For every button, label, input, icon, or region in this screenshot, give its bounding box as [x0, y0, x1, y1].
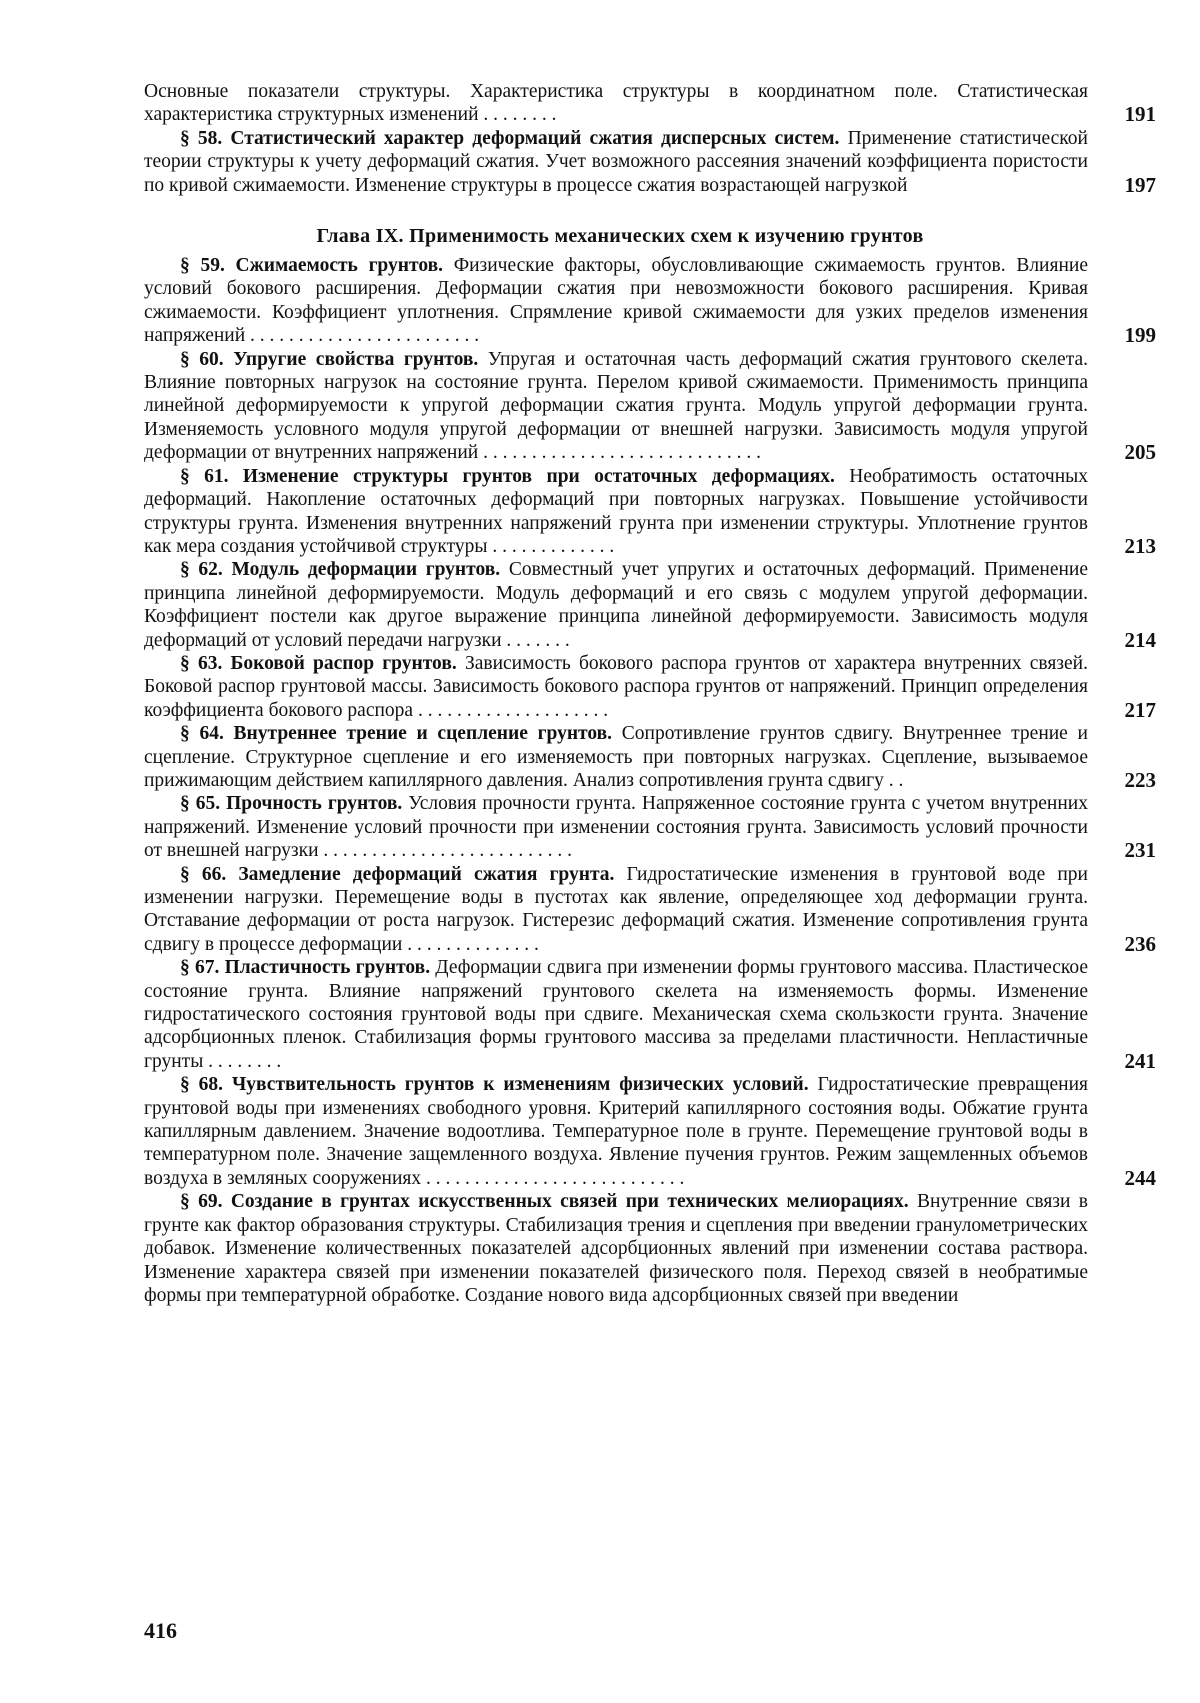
toc-entry-text: Применение статистической теории структуры к учету деформаций сжатия. Учет возможного рассеяния значений коэффициента пористости по кривой сжимаемости. Изменение структуры в процессе сжатия возрастающей нагрузкой [144, 127, 1088, 196]
toc-entry-heading: § 60. Упругие свойства грунтов. [180, 348, 479, 370]
toc-page-number: 205 [1124, 440, 1156, 465]
toc-entry-text: Физические факторы, обусловливающие сжимаемость грунтов. Влияние условий бокового расширения. Деформации сжатия при невозможности бокового расширения. Кривая сжимаемости. Коэффициент уплотнения. Спрямление кривой сжимаемости для узких пределов изменения напряжений . . . . . . . . . . . . . . . . . . . . . . . . [144, 255, 1088, 347]
toc-entry [144, 127, 1156, 197]
toc-entry-text: Сопротивление грунтов сдвигу. Внутреннее трение и сцепление. Структурное сцепление и его изменяемость при повторных нагрузках. Сцепление, вызываемое прижимающим действием капиллярного давления. Анализ сопротивления грунта сдвигу . . [144, 723, 1088, 791]
toc-page-number: 214 [1124, 627, 1156, 652]
toc-entry-text: Совместный учет упругих и остаточных деформаций. Применение принципа линейной деформируемости. Модуль деформаций и его связь с модулем упругой деформации. Коэффициент постели как другое выражение принципа линейной деформируемости. Зависимость модуля деформаций от условий передачи нагрузки . . . . . . . [144, 559, 1088, 651]
toc-page-number: 241 [1124, 1048, 1156, 1073]
toc-entry [144, 465, 1156, 559]
toc-entry-heading: § 69. Создание в грунтах искусственных связей при технических мелиорациях. [180, 1191, 909, 1213]
toc-page-number: 191 [1124, 102, 1156, 127]
toc-page-number: 217 [1124, 697, 1156, 722]
toc-entry [144, 254, 1156, 348]
toc-entry-text: Гидростатические изменения в грунтовой воде при изменении нагрузки. Перемещение воды в пустотах как явление, определяющее ход деформации грунта. Отставание деформации от роста нагрузок. Гистерезис деформаций сжатия. Изменение сопротивления грунта сдвигу в процессе деформации . . . . . . . . . . . . . . [144, 863, 1088, 955]
toc-entry [144, 652, 1156, 722]
toc-entry-heading: § 58. Статистический характер деформаций сжатия дисперсных систем. [180, 127, 840, 149]
toc-page-number: 199 [1124, 323, 1156, 348]
table-of-contents [144, 80, 1156, 1307]
toc-page-number: 244 [1124, 1165, 1156, 1190]
chapter-title: Глава IX. Применимость механических схем к изучению грунтов [316, 225, 924, 248]
toc-entry-heading: § 67. Пластичность грунтов. [180, 957, 431, 979]
toc-entry [144, 956, 1156, 1073]
toc-entry [144, 348, 1156, 465]
toc-entry-heading: § 62. Модуль деформации грунтов. [180, 559, 501, 581]
toc-entry-heading: § 59. Сжимаемость грунтов. [180, 255, 443, 277]
toc-entry-heading: § 64. Внутреннее трение и сцепление грунтов. [180, 723, 613, 745]
page-number: 416 [144, 1618, 177, 1643]
toc-entry [144, 80, 1156, 127]
toc-entry [144, 722, 1156, 792]
toc-entry-text: Необратимость остаточных деформаций. Накопление остаточных деформаций при повторных нагрузках. Повышение устойчивости структуры грунта. Изменения внутренних напряжений грунта при изменении структуры. Уплотнение грунтов как мера создания устойчивой структуры . . . . . . . . . . . . . [144, 465, 1088, 557]
toc-entry-heading: § 61. Изменение структуры грунтов при остаточных деформациях. [180, 465, 835, 487]
toc-entry-heading: § 63. Боковой распор грунтов. [180, 652, 457, 674]
toc-entry-text: Деформации сдвига при изменении формы грунтового массива. Пластическое состояние грунта. Влияние напряжений грунтового скелета на изменяемость формы. Изменение гидростатического состояния грунтовой воды при сдвиге. Механическая схема скользкости грунта. Значение адсорбционных пленок. Стабилизация формы грунтового массива за пределами пластичности. Непластичные грунты . . . . . . . . [144, 957, 1088, 1072]
toc-entry-text: Гидростатические превращения грунтовой воды при изменениях свободного уровня. Критерий капиллярного состояния воды. Обжатие грунта капиллярным давлением. Значение водоотлива. Температурное поле в грунте. Перемещение грунтовой воды в температурном поле. Значение защемленного воздуха. Явление пучения грунтов. Режим защемленных объемов воздуха в земляных сооружениях . . . . . . . . . . . . . . . . . . . . . . . . . . . [144, 1074, 1088, 1189]
toc-entry [144, 792, 1156, 862]
toc-page-number: 231 [1124, 838, 1156, 863]
toc-page-number: 197 [1124, 172, 1156, 197]
toc-entry-heading: § 66. Замедление деформаций сжатия грунта. [180, 863, 615, 885]
toc-page-number: 223 [1124, 767, 1156, 792]
toc-entry [144, 863, 1156, 957]
toc-entry-heading: § 65. Прочность грунтов. [180, 793, 403, 815]
toc-page-number: 213 [1124, 533, 1156, 558]
toc-entry [144, 558, 1156, 652]
toc-entry-heading: § 68. Чувствительность грунтов к изменениям физических условий. [180, 1074, 809, 1096]
toc-entry-text: Зависимость бокового распора грунтов от характера внутренних связей. Боковой распор грунтовой массы. Зависимость бокового распора грунтов от напряжений. Принцип определения коэффициента бокового распора . . . . . . . . . . . . . . . . . . . . [144, 652, 1088, 721]
toc-page-number: 236 [1124, 931, 1156, 956]
toc-entry-text: Условия прочности грунта. Напряженное состояние грунта с учетом внутренних напряжений. Изменение условий прочности при изменении состояния грунта. Зависимость условий прочности от внешней нагрузки . . . . . . . . . . . . . . . . . . . . . . . . . . [144, 793, 1088, 862]
toc-entry [144, 1190, 1156, 1307]
toc-entry-text: Внутренние связи в грунте как фактор образования структуры. Стабилизация трения и сцепления при введении гранулометрических добавок. Изменение количественных показателей адсорбционных явлений при изменении состава раствора. Изменение характера связей при изменении показателей физического поля. Переход связей в необратимые формы при температурной обработке. Создание нового вида адсорбционных связей при введении [144, 1191, 1088, 1306]
toc-entry-text: Основные показатели структуры. Характеристика структуры в координатном поле. Статистическая характеристика структурных изменений . . . . . . . . [144, 81, 1088, 126]
toc-entry-text: Упругая и остаточная часть деформаций сжатия грунтового скелета. Влияние повторных нагрузок на состояние грунта. Перелом кривой сжимаемости. Применимость принципа линейной деформируемости к упругой деформации сжатия грунта. Модуль упругой деформации грунта. Изменяемость условного модуля упругой деформации от внешней нагрузки. Зависимость модуля упругой деформации от внутренних напряжений . . . . . . . . . . . . . . . . . . . . . . . . . . . . . [144, 348, 1088, 464]
toc-entry [144, 1073, 1156, 1190]
